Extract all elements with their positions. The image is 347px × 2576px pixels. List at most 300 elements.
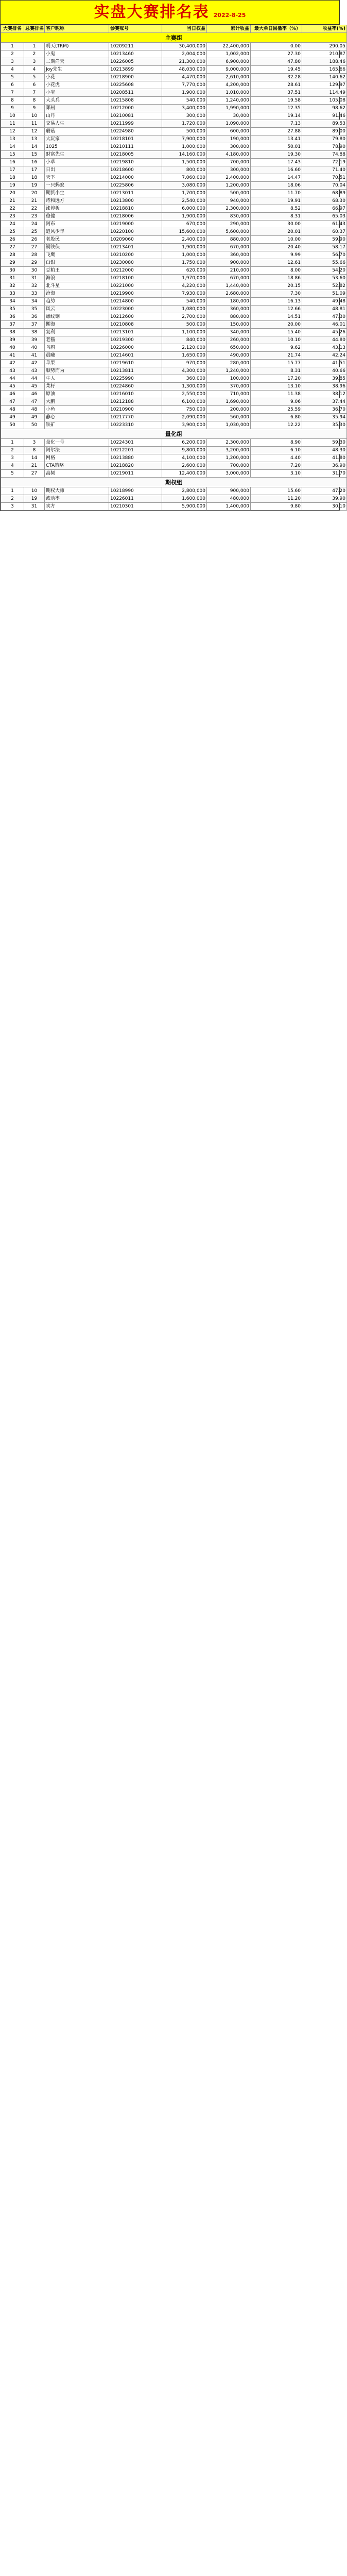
table-cell: 10218100 xyxy=(109,275,162,282)
table-cell: 9,000,000 xyxy=(207,66,251,74)
table-cell: 3,080,000 xyxy=(162,182,207,190)
table-cell: 3,400,000 xyxy=(162,105,207,112)
table-cell: 网格 xyxy=(45,454,109,462)
table-cell: 原油 xyxy=(45,391,109,398)
table-cell: 4,470,000 xyxy=(162,74,207,81)
table-row xyxy=(1,74,347,81)
table-cell: 10210111 xyxy=(109,143,162,151)
table-cell: 小花 xyxy=(45,74,109,81)
table-cell: 2,300,000 xyxy=(207,205,251,213)
table-row xyxy=(1,391,347,398)
table-cell: 12,400,000 xyxy=(162,470,207,478)
table-cell: 2,004,000 xyxy=(162,50,207,58)
table-cell: 14 xyxy=(24,143,45,151)
table-cell: 10213101 xyxy=(109,329,162,336)
table-cell: 10226005 xyxy=(109,58,162,66)
table-row xyxy=(1,159,347,166)
table-cell: 370,000 xyxy=(207,383,251,391)
table-cell: 1,002,000 xyxy=(207,50,251,58)
table-cell: 26 xyxy=(24,236,45,244)
table-cell: 70.04 xyxy=(302,182,347,190)
table-cell: 42 xyxy=(24,360,45,367)
table-cell: 50 xyxy=(24,421,45,429)
table-cell: 500,000 xyxy=(162,321,207,329)
table-cell: 小草 xyxy=(45,159,109,166)
table-cell: 4,200,000 xyxy=(207,81,251,89)
table-cell: 老猫 xyxy=(45,336,109,344)
table-cell: 10224301 xyxy=(109,439,162,447)
header-row xyxy=(1,25,347,33)
table-body xyxy=(1,33,347,511)
table-row xyxy=(1,398,347,406)
table-cell: 30 xyxy=(24,267,45,275)
table-cell: 日出 xyxy=(45,166,109,174)
table-cell: 10213880 xyxy=(109,454,162,462)
table-cell: 16.60 xyxy=(251,166,302,174)
table-cell: 5,600,000 xyxy=(207,228,251,236)
table-cell: 量化一号 xyxy=(45,439,109,447)
table-cell: 10214601 xyxy=(109,352,162,360)
table-cell: 小鱼 xyxy=(45,406,109,414)
table-cell: 32.28 xyxy=(251,74,302,81)
table-cell: 48,030,000 xyxy=(162,66,207,74)
table-cell: 1,300,000 xyxy=(162,383,207,391)
table-cell: 188.46 xyxy=(302,58,347,66)
title-banner xyxy=(1,1,339,25)
table-row xyxy=(1,81,347,89)
table-cell: 小鬼 xyxy=(45,50,109,58)
table-cell: 72.19 xyxy=(302,159,347,166)
table-cell: 10213811 xyxy=(109,367,162,375)
table-cell: 13.10 xyxy=(251,383,302,391)
table-cell: 15 xyxy=(1,151,24,159)
table-cell: 71.40 xyxy=(302,166,347,174)
table-cell: 9.80 xyxy=(251,503,302,511)
table-cell: 940,000 xyxy=(207,197,251,205)
table-cell: 68.30 xyxy=(302,197,347,205)
table-cell: 1,750,000 xyxy=(162,259,207,267)
table-row xyxy=(1,454,347,462)
table-cell: 20 xyxy=(24,190,45,197)
table-cell: 98.62 xyxy=(302,105,347,112)
table-cell: 12.61 xyxy=(251,259,302,267)
table-row xyxy=(1,174,347,182)
table-row xyxy=(1,151,347,159)
table-cell: 10218810 xyxy=(109,205,162,213)
table-cell: 10225806 xyxy=(109,182,162,190)
table-cell: 300,000 xyxy=(162,112,207,120)
table-cell: 1,650,000 xyxy=(162,352,207,360)
table-cell: 280,000 xyxy=(207,360,251,367)
table-cell: 铁矿 xyxy=(45,421,109,429)
table-cell: 山丹 xyxy=(45,112,109,120)
table-cell: 3 xyxy=(1,454,24,462)
table-cell: 10209060 xyxy=(109,236,162,244)
table-cell: 14.47 xyxy=(251,174,302,182)
table-cell: 10.00 xyxy=(251,236,302,244)
table-cell: 9,800,000 xyxy=(162,447,207,454)
table-cell: 5 xyxy=(24,74,45,81)
table-cell: 10212000 xyxy=(109,267,162,275)
table-cell: 3 xyxy=(24,58,45,66)
table-cell: 10212000 xyxy=(109,105,162,112)
table-cell: 7 xyxy=(1,89,24,97)
table-cell: 21.74 xyxy=(251,352,302,360)
table-row xyxy=(1,298,347,306)
table-cell: 37.51 xyxy=(251,89,302,97)
table-cell: 6,100,000 xyxy=(162,398,207,406)
table-row xyxy=(1,197,347,205)
table-cell: 210,000 xyxy=(207,267,251,275)
table-cell: 10218990 xyxy=(109,487,162,495)
table-cell: 650,000 xyxy=(207,344,251,352)
table-cell: 33 xyxy=(24,290,45,298)
table-cell: 40 xyxy=(24,344,45,352)
table-cell: 2,680,000 xyxy=(207,290,251,298)
table-cell: 11.70 xyxy=(251,190,302,197)
table-cell: 620,000 xyxy=(162,267,207,275)
table-cell: 300,000 xyxy=(207,143,251,151)
table-cell: 10219810 xyxy=(109,159,162,166)
table-cell: 38 xyxy=(1,329,24,336)
section-title: 主赛组 xyxy=(1,33,347,43)
table-cell: 天下 xyxy=(45,174,109,182)
table-cell: 31.70 xyxy=(302,470,347,478)
table-cell: 菜籽 xyxy=(45,383,109,391)
table-row xyxy=(1,375,347,383)
table-cell: 36.90 xyxy=(302,462,347,470)
table-cell: 20.40 xyxy=(251,244,302,251)
table-cell: 700,000 xyxy=(207,462,251,470)
table-cell: 360,000 xyxy=(162,375,207,383)
table-cell: 10219900 xyxy=(109,290,162,298)
table-cell: Joy先生 xyxy=(45,66,109,74)
table-cell: 7,770,000 xyxy=(162,81,207,89)
table-row xyxy=(1,414,347,421)
table-cell: 牛人 xyxy=(45,375,109,383)
table-cell: 16.13 xyxy=(251,298,302,306)
table-row xyxy=(1,439,347,447)
table-cell: 37 xyxy=(24,321,45,329)
table-cell: 18.06 xyxy=(251,182,302,190)
table-cell: 诗和远方 xyxy=(45,197,109,205)
table-row xyxy=(1,244,347,251)
table-cell: 49 xyxy=(1,414,24,421)
table-cell: 54.20 xyxy=(302,267,347,275)
table-cell: 1 xyxy=(1,487,24,495)
table-cell: 3 xyxy=(1,58,24,66)
table-cell: 42 xyxy=(1,360,24,367)
section-title: 期权组 xyxy=(1,478,347,487)
table-cell: 30 xyxy=(1,267,24,275)
table-cell: 840,000 xyxy=(162,336,207,344)
table-cell: 蘑菇 xyxy=(45,128,109,135)
table-cell: 26 xyxy=(1,236,24,244)
table-cell: 750,000 xyxy=(162,406,207,414)
table-cell: 郑州 xyxy=(45,105,109,112)
table-row xyxy=(1,267,347,275)
table-cell: 18.86 xyxy=(251,275,302,282)
table-cell: 15.60 xyxy=(251,487,302,495)
table-cell: 30.00 xyxy=(251,221,302,228)
ranking-table xyxy=(1,25,347,511)
table-cell: 3.10 xyxy=(251,470,302,478)
table-cell: 3,900,000 xyxy=(162,421,207,429)
table-cell: 9 xyxy=(1,105,24,112)
table-cell: 43.13 xyxy=(302,344,347,352)
table-cell: 47 xyxy=(1,398,24,406)
table-cell: 趋势 xyxy=(45,298,109,306)
table-cell: 19 xyxy=(24,182,45,190)
table-cell: 10213899 xyxy=(109,66,162,74)
table-cell: 2,400,000 xyxy=(162,236,207,244)
table-cell: 22,400,000 xyxy=(207,43,251,50)
table-cell: 16 xyxy=(1,159,24,166)
table-cell: 670,000 xyxy=(162,221,207,228)
table-cell: 21 xyxy=(1,197,24,205)
table-row xyxy=(1,383,347,391)
table-cell: 47.20 xyxy=(302,487,347,495)
table-cell: 4 xyxy=(1,66,24,74)
table-cell: 41.80 xyxy=(302,454,347,462)
table-cell: 静心 xyxy=(45,414,109,421)
table-cell: 1,500,000 xyxy=(162,159,207,166)
section-header xyxy=(1,33,347,43)
table-cell: 12.66 xyxy=(251,306,302,313)
table-cell: 65.03 xyxy=(302,213,347,221)
table-cell: 21 xyxy=(24,197,45,205)
table-cell: 31 xyxy=(1,275,24,282)
table-cell: 10213800 xyxy=(109,197,162,205)
table-cell: 34 xyxy=(24,298,45,306)
table-cell: 1,720,000 xyxy=(162,120,207,128)
table-cell: 40 xyxy=(1,344,24,352)
table-cell: 2,120,000 xyxy=(162,344,207,352)
table-cell: 10220100 xyxy=(109,228,162,236)
table-cell: 47.30 xyxy=(302,313,347,321)
table-cell: 10219610 xyxy=(109,360,162,367)
table-cell: 1,900,000 xyxy=(162,244,207,251)
table-cell: 23 xyxy=(24,213,45,221)
col-header-account: 参赛账号 xyxy=(109,25,162,33)
table-cell: 1,100,000 xyxy=(162,329,207,336)
table-cell: 高频 xyxy=(45,470,109,478)
table-cell: 79.80 xyxy=(302,135,347,143)
table-row xyxy=(1,213,347,221)
table-cell: 10212600 xyxy=(109,313,162,321)
table-cell: 6 xyxy=(1,81,24,89)
table-cell: 59.30 xyxy=(302,439,347,447)
table-cell: 3,200,000 xyxy=(207,447,251,454)
table-row xyxy=(1,282,347,290)
table-cell: 10221000 xyxy=(109,282,162,290)
col-header-contest-rank: 大赛排名 xyxy=(1,25,24,33)
table-cell: 7,900,000 xyxy=(162,135,207,143)
table-cell: 290.05 xyxy=(302,43,347,50)
table-cell: 1,990,000 xyxy=(207,105,251,112)
table-cell: 290,000 xyxy=(207,221,251,228)
table-cell: 61.43 xyxy=(302,221,347,228)
table-cell: 29 xyxy=(24,259,45,267)
table-cell: 12 xyxy=(1,128,24,135)
table-cell: 追风少年 xyxy=(45,228,109,236)
table-cell: 165.66 xyxy=(302,66,347,74)
table-cell: 35.30 xyxy=(302,421,347,429)
table-cell: 1,970,000 xyxy=(162,275,207,282)
table-cell: 10213401 xyxy=(109,244,162,251)
table-cell: 10226011 xyxy=(109,495,162,503)
ranking-sheet xyxy=(0,0,345,511)
table-cell: 140.62 xyxy=(302,74,347,81)
table-cell: 14,160,000 xyxy=(162,151,207,159)
table-row xyxy=(1,251,347,259)
table-cell: 49.48 xyxy=(302,298,347,306)
table-cell: 25 xyxy=(24,228,45,236)
table-cell: 10215808 xyxy=(109,97,162,105)
table-cell: 14 xyxy=(24,454,45,462)
table-cell: 19.58 xyxy=(251,97,302,105)
table-cell: 44.80 xyxy=(302,336,347,344)
table-cell: 35.94 xyxy=(302,414,347,421)
table-cell: 29 xyxy=(1,259,24,267)
table-cell: 乌鸦 xyxy=(45,344,109,352)
table-row xyxy=(1,120,347,128)
table-cell: 2,550,000 xyxy=(162,391,207,398)
table-cell: 66.97 xyxy=(302,205,347,213)
table-cell: 15.77 xyxy=(251,360,302,367)
table-cell: 17 xyxy=(1,166,24,174)
table-cell: 340,000 xyxy=(207,329,251,336)
table-cell: 5 xyxy=(1,470,24,478)
table-cell: 4,300,000 xyxy=(162,367,207,375)
table-cell: 3,000,000 xyxy=(207,470,251,478)
table-cell: 8.00 xyxy=(251,267,302,275)
table-cell: 880,000 xyxy=(207,236,251,244)
table-cell: 13 xyxy=(1,135,24,143)
table-cell: 阿布 xyxy=(45,221,109,228)
table-cell: 6 xyxy=(24,81,45,89)
table-cell: 10214800 xyxy=(109,298,162,306)
table-cell: 11.20 xyxy=(251,495,302,503)
table-cell: 200,000 xyxy=(207,406,251,414)
table-cell: 13 xyxy=(24,135,45,143)
table-cell: 670,000 xyxy=(207,275,251,282)
table-cell: 波动率 xyxy=(45,495,109,503)
table-cell: 17.20 xyxy=(251,375,302,383)
table-row xyxy=(1,462,347,470)
table-cell: 27 xyxy=(1,244,24,251)
table-cell: 10213460 xyxy=(109,50,162,58)
page-title: 实盘大赛排名表 xyxy=(94,3,210,21)
table-cell: 2 xyxy=(1,495,24,503)
table-cell: 飞鹰 xyxy=(45,251,109,259)
table-cell: 14.51 xyxy=(251,313,302,321)
table-cell: 20.15 xyxy=(251,282,302,290)
col-header-profit: 累计收益 xyxy=(207,25,251,33)
table-cell: 16 xyxy=(24,159,45,166)
table-cell: 10224860 xyxy=(109,383,162,391)
table-cell: 10218900 xyxy=(109,74,162,81)
table-cell: 9.62 xyxy=(251,344,302,352)
table-cell: 阿尔法 xyxy=(45,447,109,454)
table-cell: 18 xyxy=(24,174,45,182)
table-row xyxy=(1,487,347,495)
table-cell: 44 xyxy=(24,375,45,383)
table-cell: 20 xyxy=(1,190,24,197)
table-cell: 33 xyxy=(1,290,24,298)
table-cell: 2,610,000 xyxy=(207,74,251,81)
table-cell: 铜铁侠 xyxy=(45,244,109,251)
table-cell: 50 xyxy=(1,421,24,429)
table-cell: 25.59 xyxy=(251,406,302,414)
table-row xyxy=(1,228,347,236)
table-cell: 白银 xyxy=(45,259,109,267)
table-cell: 4 xyxy=(24,66,45,74)
table-row xyxy=(1,182,347,190)
table-cell: 32 xyxy=(1,282,24,290)
table-cell: 10212188 xyxy=(109,398,162,406)
table-cell: 风云 xyxy=(45,306,109,313)
table-cell: 58.17 xyxy=(302,244,347,251)
table-cell: 48 xyxy=(24,406,45,414)
table-cell: 1,700,000 xyxy=(162,190,207,197)
table-cell: 8.90 xyxy=(251,439,302,447)
table-cell: 60.37 xyxy=(302,228,347,236)
table-cell: 明天(TRM) xyxy=(45,43,109,50)
table-cell: 14 xyxy=(1,143,24,151)
section-header xyxy=(1,429,347,439)
table-cell: 28 xyxy=(1,251,24,259)
table-cell: 10230080 xyxy=(109,259,162,267)
table-cell: 19.30 xyxy=(251,151,302,159)
table-cell: 7.30 xyxy=(251,290,302,298)
table-cell: 15.40 xyxy=(251,329,302,336)
table-cell: 23 xyxy=(1,213,24,221)
table-cell: 41.51 xyxy=(302,360,347,367)
table-cell: 19 xyxy=(24,495,45,503)
table-row xyxy=(1,336,347,344)
table-cell: 89.53 xyxy=(302,120,347,128)
table-cell: 56.70 xyxy=(302,251,347,259)
table-cell: 二期尚天 xyxy=(45,58,109,66)
table-cell: 40.66 xyxy=(302,367,347,375)
table-row xyxy=(1,50,347,58)
table-cell: 10219011 xyxy=(109,470,162,478)
table-cell: 17 xyxy=(24,166,45,174)
section-header xyxy=(1,478,347,487)
table-cell: 10212201 xyxy=(109,447,162,454)
table-cell: 21 xyxy=(24,462,45,470)
table-cell: 15,600,000 xyxy=(162,228,207,236)
table-cell: 190,000 xyxy=(207,135,251,143)
table-cell: 30,400,000 xyxy=(162,43,207,50)
table-cell: 48.30 xyxy=(302,447,347,454)
table-cell: 7 xyxy=(24,89,45,97)
table-cell: 900,000 xyxy=(207,487,251,495)
table-cell: 涨停板 xyxy=(45,205,109,213)
table-cell: 19.91 xyxy=(251,197,302,205)
table-cell: 2 xyxy=(1,447,24,454)
table-cell: 36 xyxy=(24,313,45,321)
table-cell: 210.87 xyxy=(302,50,347,58)
table-cell: 10210200 xyxy=(109,251,162,259)
table-cell: 9.06 xyxy=(251,398,302,406)
table-row xyxy=(1,105,347,112)
table-cell: 4.40 xyxy=(251,454,302,462)
table-cell: 970,000 xyxy=(162,360,207,367)
table-cell: 27.88 xyxy=(251,128,302,135)
table-cell: 一只蚂蚁 xyxy=(45,182,109,190)
